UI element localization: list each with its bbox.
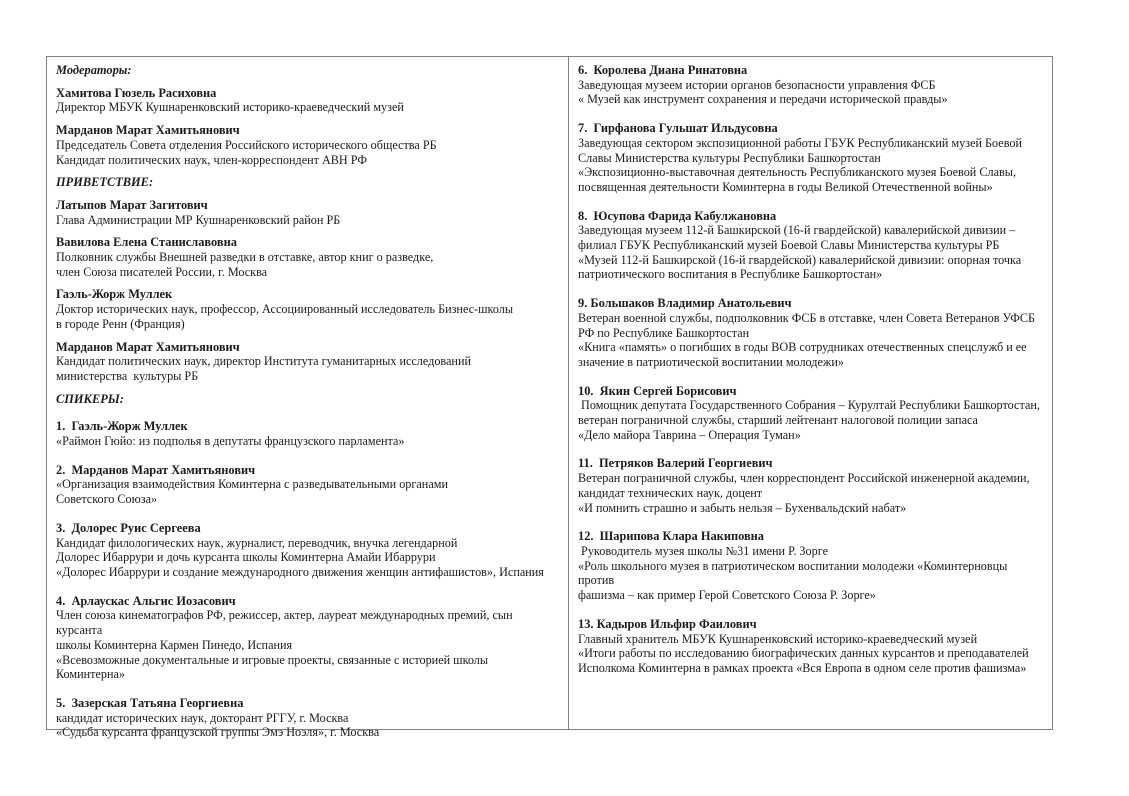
entry-description-line: Руководитель музея школы №31 имени Р. Зорге xyxy=(578,543,828,558)
entry-description-line: «Итоги работы по исследованию биографических данных курсантов и преподавателей xyxy=(578,646,1029,661)
entry-description-line: Кандидат политических наук, директор Института гуманитарных исследований xyxy=(56,354,471,369)
person-name: 5. Зазерская Татьяна Георгиевна xyxy=(56,695,244,710)
entry-description-line: « Музей как инструмент сохранения и передачи исторической правды» xyxy=(578,92,948,107)
program-entry xyxy=(578,529,1044,603)
entry-description-line: «Раймон Гюйо: из подполья в депутаты французского парламента» xyxy=(56,434,405,449)
entry-description-line: Глава Администрации МР Кушнаренковский район РБ xyxy=(56,212,341,227)
entry-description-line: в городе Ренн (Франция) xyxy=(56,316,185,331)
entry-description-line: Ветеран военной службы, подполковник ФСБ в отставке, член Совета Ветеранов УФСБ xyxy=(578,310,1035,325)
entry-description-line: министерства культуры РБ xyxy=(56,368,199,383)
entry-description-line: Заведующая сектором экспозиционной работы ГБУК Республиканский музей Боевой xyxy=(578,135,1022,150)
entry-description-line: Полковник службы Внешней разведки в отставке, автор книг о разведке, xyxy=(56,250,434,265)
program-entry xyxy=(56,340,560,384)
person-name: Хамитова Гюзель Расиховна xyxy=(56,85,217,100)
program-entry xyxy=(56,287,560,331)
program-entry xyxy=(56,86,560,115)
person-name: Гаэль-Жорж Муллек xyxy=(56,287,173,302)
program-entry xyxy=(56,521,560,580)
entry-description-line: Долорес Ибаррури и дочь курсанта школы Коминтерна Амайи Ибаррури xyxy=(56,550,436,565)
person-name: Марданов Марат Хамитьянович xyxy=(56,123,240,138)
entry-description-line: Председатель Совета отделения Российского исторического общества РБ xyxy=(56,137,437,152)
program-entry xyxy=(56,235,560,279)
section-speakers xyxy=(56,392,560,740)
program-entry xyxy=(578,384,1044,443)
person-name: 2. Марданов Марат Хамитьянович xyxy=(56,462,256,477)
entry-description-line: патриотического воспитания в Республике Башкортостан» xyxy=(578,267,883,282)
entry-description-line: Исполкома Коминтерна в рамках проекта «Вся Европа в одном селе против фашизма» xyxy=(578,660,1027,675)
person-name: 3. Долорес Руис Сергеева xyxy=(56,520,201,535)
entry-description-line: Кандидат политических наук, член-корреспондент АВН РФ xyxy=(56,152,367,167)
person-name: 11. Петряков Валерий Георгиевич xyxy=(578,456,773,471)
person-name: 6. Королева Диана Ринатовна xyxy=(578,63,748,77)
entry-description-line: школы Коминтерна Кармен Пинедо, Испания xyxy=(56,637,293,652)
person-name: 7. Гирфанова Гульшат Ильдусовна xyxy=(578,121,778,136)
entry-description-line: «Экспозиционно-выставочная деятельность Республиканского музея Боевой Славы, xyxy=(578,165,1016,180)
program-entry xyxy=(578,456,1044,515)
entry-description-line: «Всевозможные документальные и игровые проекты, связанные с историей школы Коминтерна» xyxy=(56,652,492,682)
entry-description-line: «И помнить страшно и забыть нельзя – Бухенвальдский набат» xyxy=(578,500,907,515)
person-name: 1. Гаэль-Жорж Муллек xyxy=(56,419,188,434)
section-greeting xyxy=(56,175,560,383)
entry-description-line: Член союза кинематографов РФ, режиссер, актер, лауреат международных премий, сын курсанта xyxy=(56,608,516,638)
person-name: Марданов Марат Хамитьянович xyxy=(56,339,240,354)
entry-description-line: филиал ГБУК Республиканский музей Боевой Славы Министерства культуры РБ xyxy=(578,238,1000,253)
program-entry xyxy=(578,209,1044,283)
program-entry xyxy=(578,63,1044,107)
person-name: 4. Арлаускас Альгис Иозасович xyxy=(56,593,236,608)
entry-description-line: РФ по Республике Башкортостан xyxy=(578,325,750,340)
entry-description-line: Доктор исторических наук, профессор, Ассоциированный исследователь Бизнес-школы xyxy=(56,302,514,317)
section-heading-speakers: СПИКЕРЫ: xyxy=(56,391,124,406)
section-moderators xyxy=(56,63,560,167)
left-column-cell xyxy=(47,57,569,740)
person-name: 12. Шарипова Клара Накиповна xyxy=(578,529,765,544)
entry-description-line: член Союза писателей России, г. Москва xyxy=(56,264,268,279)
entry-description-line: значение в патриотической воспитании молодежи» xyxy=(578,354,844,369)
entry-description-line: Ветеран пограничной службы, член корреспондент Российской инженерной академии, xyxy=(578,471,1030,486)
entry-description-line: «Судьба курсанта французской группы Эмэ Ноэля», г. Москва xyxy=(56,725,380,740)
person-name: Вавилова Елена Станиславовна xyxy=(56,235,237,250)
program-entry xyxy=(578,296,1044,370)
entry-description-line: «Долорес Ибаррури и создание международного движения женщин антифашистов», Испания xyxy=(56,564,544,579)
person-name: 13. Кадыров Ильфир Фаилович xyxy=(578,616,757,631)
entry-description-line: кандидат технических наук, доцент xyxy=(578,485,763,500)
entry-description-line: Заведующая музеем 112-й Башкирской (16-й гвардейской) кавалерийской дивизии – xyxy=(578,223,1016,238)
entry-description-line: посвященная деятельности Коминтерна в годы Великой Отечественной войны» xyxy=(578,179,993,194)
program-table xyxy=(46,56,1053,740)
program-entry xyxy=(56,463,560,507)
program-entry xyxy=(56,696,560,740)
entry-description-line: Заведующая музеем истории органов безопасности управления ФСБ xyxy=(578,77,936,92)
entry-description-line: «Книга «память» о погибших в годы ВОВ сотрудниках отечественных спецслужб и ее xyxy=(578,340,1027,355)
program-entry xyxy=(56,594,560,682)
section-heading-moderators: Модераторы: xyxy=(56,63,132,77)
entry-description-line: Помощник депутата Государственного Собрания – Курултай Республики Башкортостан, xyxy=(578,398,1040,413)
entry-description-line: Славы Министерства культуры Республики Башкортостан xyxy=(578,150,881,165)
program-entry xyxy=(56,419,560,448)
program-entry xyxy=(578,617,1044,676)
person-name: 9. Большаков Владимир Анатольевич xyxy=(578,296,792,311)
entry-description-line: ветеран пограничной службы, старший лейтенант налоговой полиции запаса xyxy=(578,413,978,428)
program-entry xyxy=(56,123,560,167)
entry-description-line: «Музей 112-й Башкирской (16-й гвардейской) кавалерийской дивизии: опорная точка xyxy=(578,252,1022,267)
entry-description-line: фашизма – как пример Герой Советского Союза Р. Зорге» xyxy=(578,588,876,603)
entry-description-line: Советского Союза» xyxy=(56,492,158,507)
entry-description-line: Директор МБУК Кушнаренковский историко-краеведческий музей xyxy=(56,100,404,115)
section-speakers-continued xyxy=(578,63,1044,676)
program-entry xyxy=(578,121,1044,195)
right-column-cell xyxy=(569,57,1052,729)
entry-description-line: «Роль школьного музея в патриотическом воспитании молодежи «Коминтерновцы против xyxy=(578,558,1011,588)
program-entry xyxy=(56,198,560,227)
entry-description-line: кандидат исторических наук, докторант РГГУ, г. Москва xyxy=(56,710,349,725)
entry-description-line: «Организация взаимодействия Коминтерна с разведывательными органами xyxy=(56,477,448,492)
person-name: 10. Якин Сергей Борисович xyxy=(578,383,737,398)
person-name: Латыпов Марат Загитович xyxy=(56,197,208,212)
entry-description-line: «Дело майора Таврина – Операция Туман» xyxy=(578,427,801,442)
section-heading-greeting: ПРИВЕТСТВИЕ: xyxy=(56,175,154,190)
entry-description-line: Главный хранитель МБУК Кушнаренковский историко-краеведческий музей xyxy=(578,631,978,646)
entry-description-line: Кандидат филологических наук, журналист, переводчик, внучка легендарной xyxy=(56,535,458,550)
person-name: 8. Юсупова Фарида Кабулжановна xyxy=(578,208,777,223)
